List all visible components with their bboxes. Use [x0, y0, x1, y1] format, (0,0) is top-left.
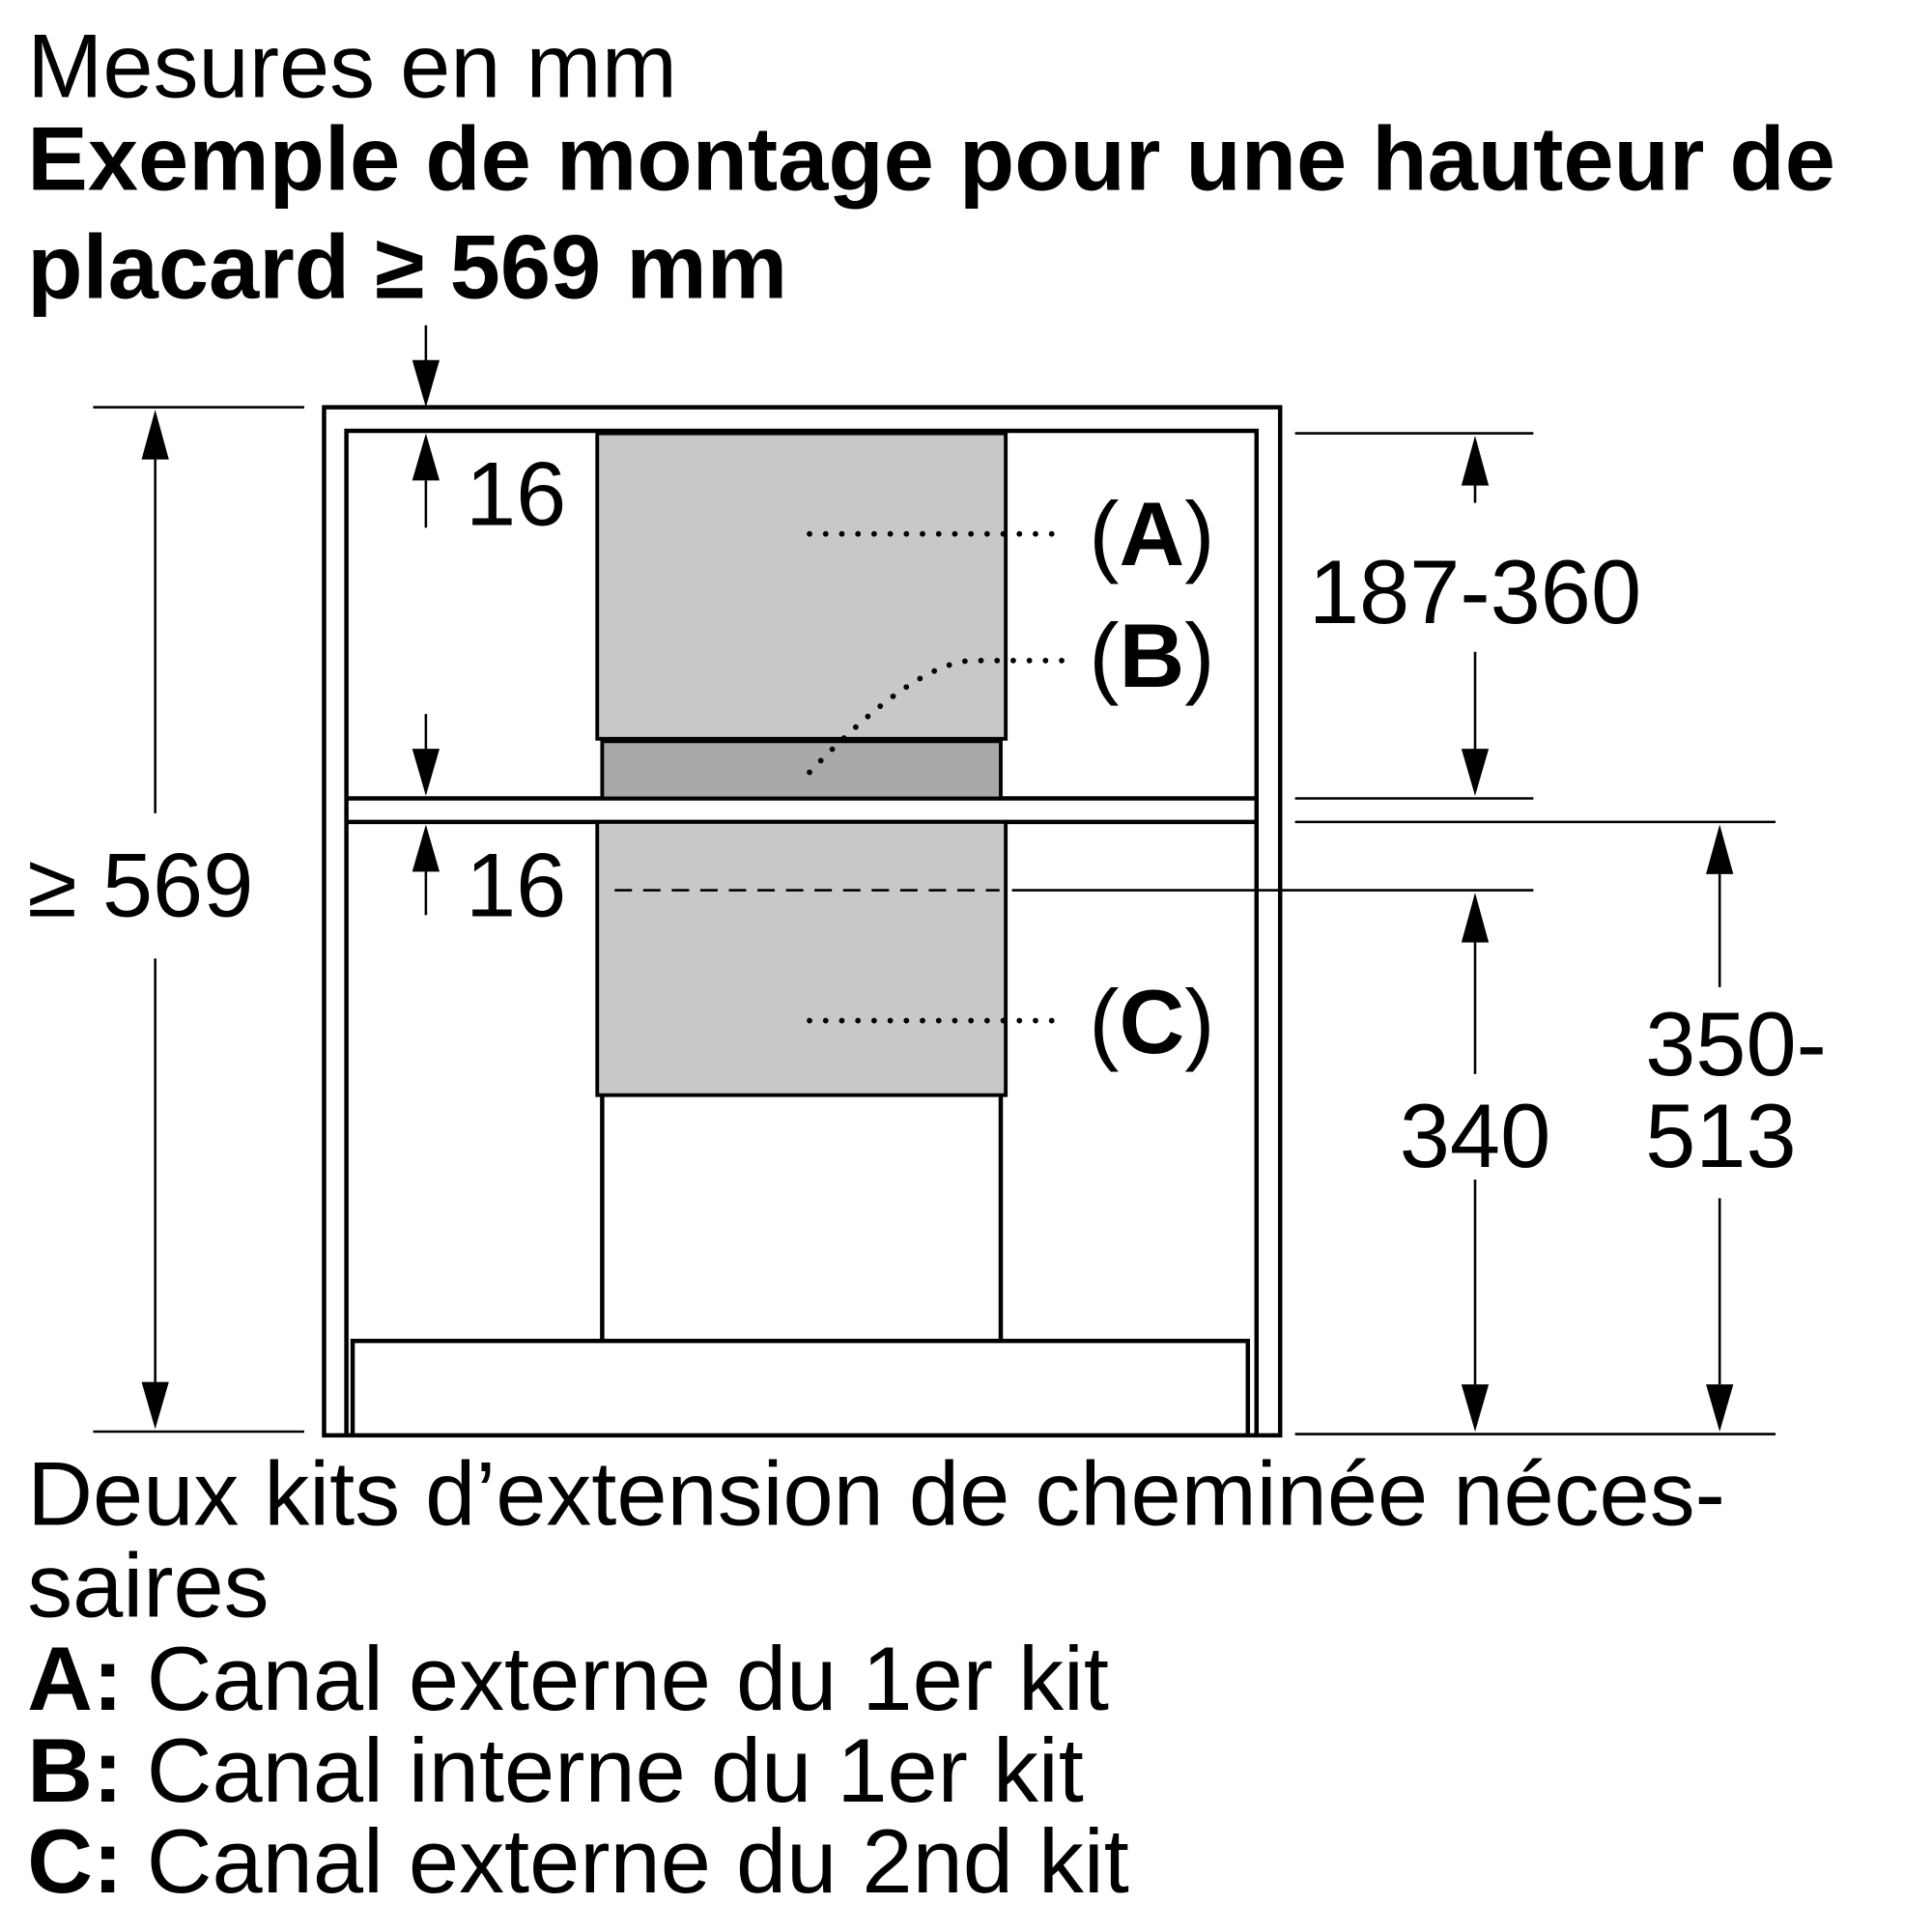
dim-lower-range-label-line-1: 350- [1645, 993, 1827, 1095]
arrow-down-icon [1462, 749, 1489, 796]
arrow-down-icon [142, 1382, 169, 1430]
arrow-up-icon [1462, 893, 1489, 942]
dim-shelf-label: 16 [466, 834, 567, 936]
duct-a-outer-1st-kit [597, 434, 1006, 739]
arrow-down-icon [1462, 1384, 1489, 1432]
dim-lower-range-label-line-2: 513 [1645, 1085, 1797, 1187]
dim-lower-height-label: 340 [1399, 1085, 1551, 1187]
ducts [597, 434, 1006, 1095]
legend-key: B: [27, 1719, 124, 1822]
arrow-down-icon [412, 360, 440, 408]
header [27, 14, 1835, 317]
legend-text: Canal externe du 2nd kit [146, 1809, 1129, 1912]
note-line-2: saires [27, 1534, 270, 1636]
dim-upper-range-label: 187-360 [1308, 541, 1642, 643]
legend-text: Canal externe du 1er kit [146, 1627, 1109, 1729]
callout-letter: C [1119, 970, 1185, 1072]
dimension-lower-range [1645, 824, 1827, 1432]
legend-text: Canal interne du 1er kit [146, 1719, 1084, 1822]
callout-paren: ) [1184, 604, 1215, 706]
callout-paren: ( [1089, 970, 1120, 1072]
dim-cabinet-height-label: ≥ 569 [27, 834, 254, 936]
arrow-down-icon [412, 749, 440, 796]
callout-c-label [1089, 971, 1214, 1072]
dimension-lower-height [1400, 893, 1551, 1432]
legend-item-b [27, 1719, 1084, 1821]
arrow-up-icon [1706, 824, 1733, 873]
duct-c-outer-2nd-kit [597, 822, 1006, 1095]
page-title-line-2: placard ≥ 569 mm [27, 215, 788, 318]
units-note: Mesures en mm [27, 14, 677, 117]
legend-key: C: [27, 1809, 124, 1912]
legend-item-a [27, 1628, 1109, 1729]
arrow-up-icon [412, 824, 440, 871]
callout-letter: B [1119, 604, 1185, 706]
callout-paren: ) [1184, 482, 1215, 584]
legend-item-c [27, 1810, 1129, 1912]
dim-top-panel-label: 16 [466, 442, 567, 545]
arrow-up-icon [412, 434, 440, 481]
callout-letter: A [1119, 482, 1185, 584]
duct-b-inner-1st-kit [602, 741, 1001, 798]
page-title-line-1: Exemple de montage pour une hauteur de [27, 107, 1835, 210]
dimension-cabinet-height [27, 410, 253, 1429]
callout-a-label [1089, 483, 1214, 584]
callout-paren: ( [1089, 482, 1120, 584]
callout-paren: ) [1184, 970, 1215, 1072]
dimension-shelf [412, 714, 567, 936]
arrow-up-icon [142, 410, 169, 459]
arrow-up-icon [1462, 436, 1489, 485]
hood-body [353, 1341, 1248, 1435]
notes [27, 1442, 1725, 1911]
legend-key: A: [27, 1627, 124, 1729]
dimension-top-panel [412, 326, 567, 545]
dimension-upper-range [1309, 436, 1641, 796]
note-line-1: Deux kits d’extension de cheminée néces- [27, 1442, 1725, 1545]
callout-b-label [1089, 605, 1214, 706]
callout-paren: ( [1089, 604, 1120, 706]
arrow-down-icon [1706, 1384, 1733, 1432]
